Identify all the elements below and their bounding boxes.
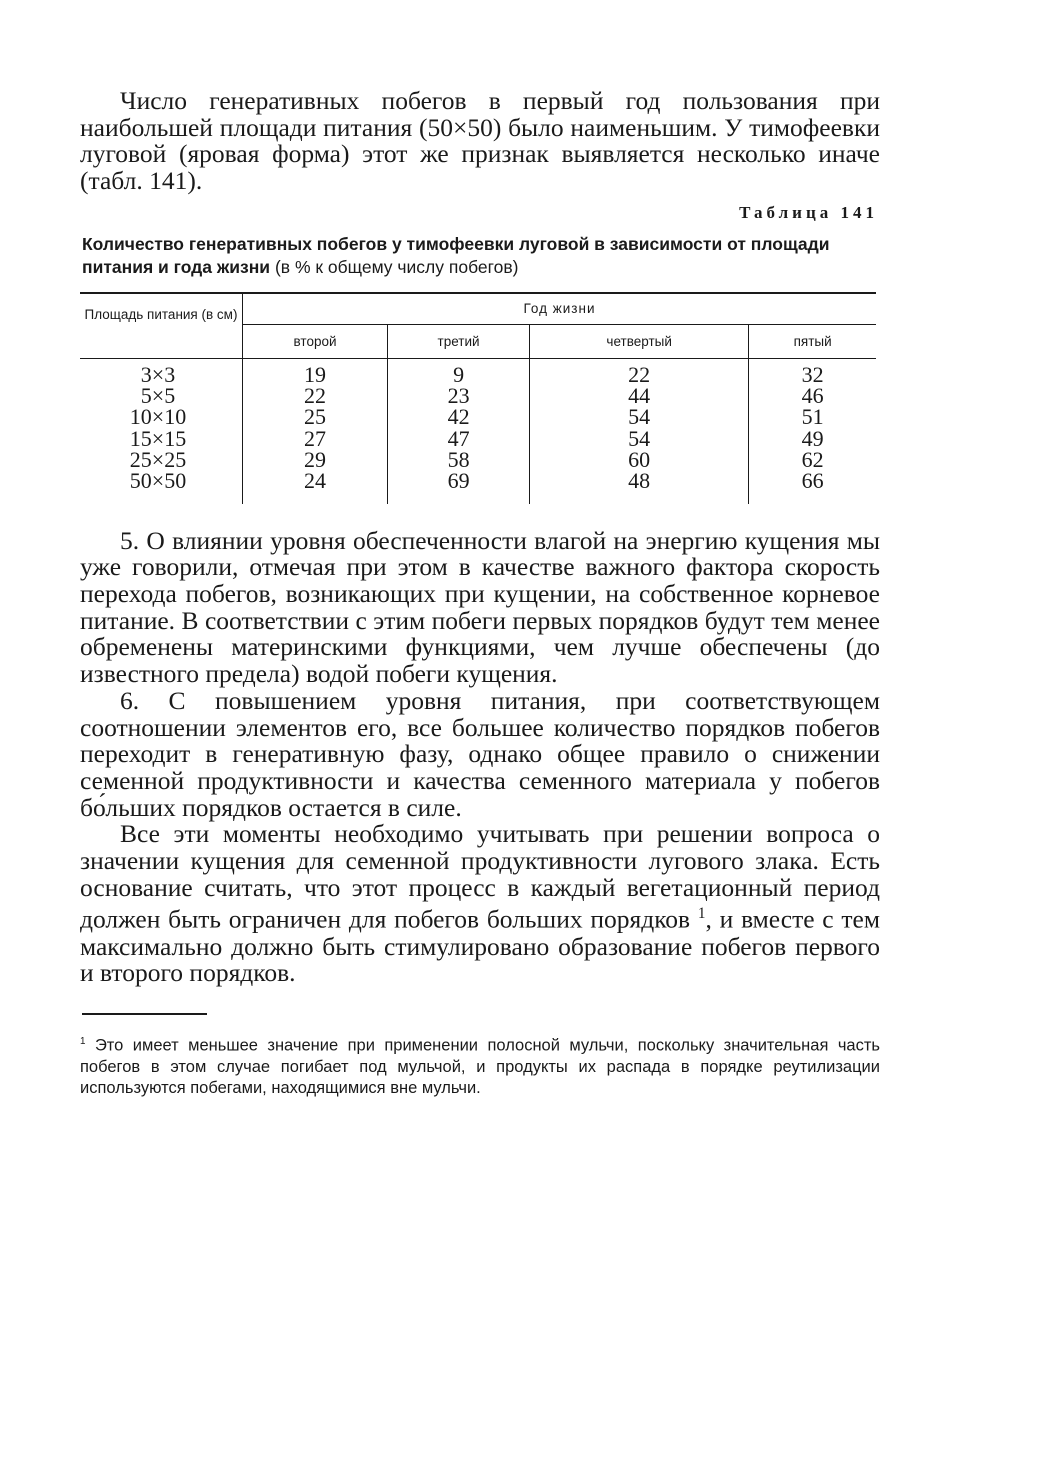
header-area: Площадь питания (в см) — [80, 293, 243, 359]
header-year: Год жизни — [243, 293, 877, 325]
value-cell: 44 — [530, 385, 749, 406]
footnote-text: Это имеет меньшее значение при применении полосной мульчи, поскольку значительная часть побегов в этом случае погибает под мульчой, и продукты их распада в порядке реутилизации используются побегами, находящимися вне мульчи. — [80, 1036, 880, 1097]
value-cell: 66 — [801, 468, 824, 494]
paragraph-7-start: Все эти моменты необходимо учитывать при решении вопроса о значении кущения для семенной продуктивности лугового злака. Есть основание считать, что этот процесс в каждый вегетационный период должен быть ограничен для побегов больших порядков — [80, 819, 880, 934]
header-col-2: второй — [243, 324, 388, 358]
footnote-marker: 1 — [80, 1036, 86, 1048]
paragraph-7-end: , и вместе с тем максимально должно быть стимулировано образование побегов первого и второго порядков. — [80, 904, 880, 988]
header-col-5: пятый — [749, 324, 876, 358]
table-caption — [82, 233, 862, 279]
paragraph-7 — [80, 821, 880, 987]
value-cell: 22 — [243, 385, 388, 406]
value-cell: 46 — [801, 383, 824, 409]
paragraph-5: 5. О влиянии уровня обеспеченности влагой на энергию кущения мы уже говорили, отмечая при этом в качестве важного фактора скорость перехода побегов, возникающих при кущении, на собственное корневое питание. В соответствии с этим побеги первых порядков будут тем менее обременены материнскими функциями, чем лучше обеспечены (до известного предела) водой побеги кущения. — [80, 525, 880, 689]
footnote — [80, 1031, 880, 1099]
value-cell: 47 — [388, 428, 530, 449]
table-caption-light: (в % к общему числу побегов) — [274, 256, 519, 277]
table-caption-bold: Количество генеративных побегов у тимофеевки луговой в зависимости от площади питания и года жизни — [82, 233, 830, 277]
value-cell: 54 — [530, 428, 749, 449]
value-cell: 23 — [388, 385, 530, 406]
value-cell: 42 — [388, 406, 530, 427]
table-number: Таблица 141 — [739, 202, 878, 222]
table-row — [80, 449, 876, 470]
value-cell: 9 — [388, 364, 530, 385]
value-cell: 51 — [801, 404, 824, 430]
value-cell: 22 — [530, 364, 749, 385]
value-cell: 49 — [801, 425, 824, 451]
footnote-reference: 1 — [697, 905, 706, 923]
value-cell: 48 — [530, 470, 749, 503]
data-table — [80, 292, 876, 504]
table-row — [80, 470, 876, 503]
page — [80, 88, 880, 1115]
header-col-4: четвертый — [530, 324, 749, 358]
area-cell: 3×3 — [80, 364, 243, 385]
area-cell: 25×25 — [80, 449, 243, 470]
header-col-3: третий — [388, 324, 530, 358]
main-text — [80, 525, 880, 988]
area-cell: 5×5 — [80, 385, 243, 406]
table-row — [80, 428, 876, 449]
area-cell: 50×50 — [80, 470, 243, 503]
table-row — [80, 406, 876, 427]
value-cell: 60 — [530, 449, 749, 470]
value-cell: 19 — [243, 364, 388, 385]
table-row — [80, 364, 876, 385]
value-cell: 69 — [388, 470, 530, 503]
area-cell: 15×15 — [80, 428, 243, 449]
area-cell: 10×10 — [80, 406, 243, 427]
value-cell: 25 — [243, 406, 388, 427]
value-cell: 62 — [801, 447, 824, 472]
value-cell: 29 — [243, 449, 388, 470]
footnote-divider — [82, 1013, 207, 1015]
value-cell: 58 — [388, 449, 530, 470]
value-cell: 27 — [243, 428, 388, 449]
value-cell: 54 — [530, 406, 749, 427]
value-cell: 32 — [801, 361, 824, 387]
paragraph-6: 6. С повышением уровня питания, при соответствующем соотношении элементов его, все большее количество порядков побегов переходит в генеративную фазу, однако общее правило о снижении семенной продуктивности и качества семенного материала у побегов бо́льших порядков остается в силе. — [80, 685, 880, 822]
intro-paragraph: Число генеративных побегов в первый год пользования при наибольшей площади питания (50×50) было наименьшим. У тимофеевки луговой (яровая форма) этот же признак выявляется несколько иначе (табл. 141). — [80, 86, 880, 196]
table-row — [80, 385, 876, 406]
value-cell: 24 — [243, 470, 388, 503]
